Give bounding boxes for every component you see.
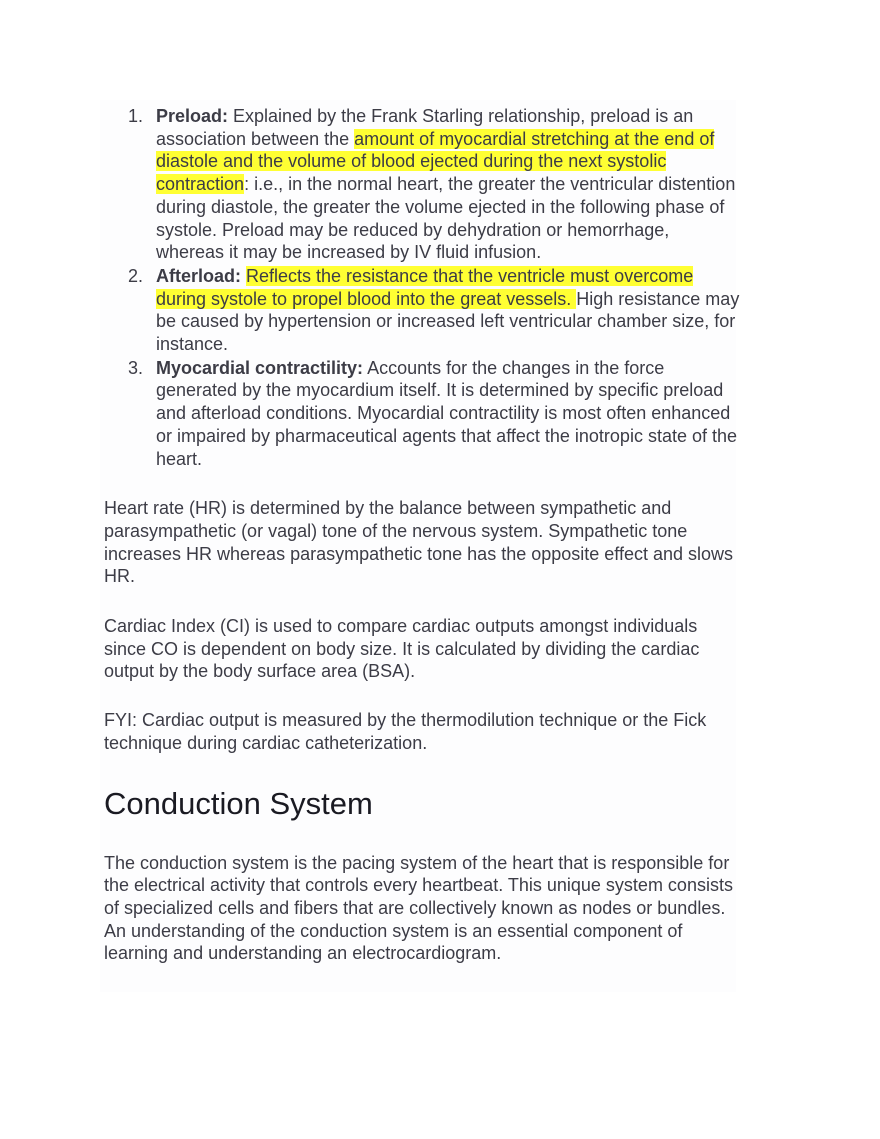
highlighted-text: Reflects the resistance that the ventricle must overcome during systole to propel blood into the great vessels. xyxy=(156,265,694,309)
list-item-preload xyxy=(104,105,740,264)
list-number: 1. xyxy=(128,106,144,126)
list-text: Accounts for the changes in the force generated by the myocardium itself. It is determined by specific preload and afterload conditions. Myocardial contractility is most often enhanced or impaired by pharmaceutical agents that affect the inotropic state of the heart. xyxy=(156,357,738,469)
conduction-paragraph: The conduction system is the pacing system of the heart that is responsible for the electrical activity that controls every heartbeat. This unique system consists of specialized cells and fibers that are collectively known as nodes or bundles. An understanding of the conduction system is an essential component of learning and understanding an electrocardiogram. xyxy=(104,852,733,964)
list-number: 2. xyxy=(128,265,144,286)
highlighted-text: amount of myocardial stretching at the end of diastole and the volume of blood ejected during the next systolic contraction xyxy=(156,128,715,195)
determinants-list xyxy=(104,105,740,470)
list-text: : i.e., in the normal heart, the greater the ventricular distention during diastole, the greater the volume ejected in the following phase of systole. Preload may be reduced by dehydration or hemorrhage, whereas it may be increased by IV fluid infusion. xyxy=(156,174,736,263)
section-heading: Conduction System xyxy=(104,785,373,821)
list-text: High resistance may be caused by hypertension or increased left ventricular chamber size, for instance. xyxy=(156,288,740,355)
heart-rate-paragraph: Heart rate (HR) is determined by the balance between sympathetic and parasympathetic (or vagal) tone of the nervous system. Sympathetic tone increases HR whereas parasympathetic tone has the opposite effect and slows HR. xyxy=(104,498,734,587)
fyi-paragraph: FYI: Cardiac output is measured by the thermodilution technique or the Fick technique during cardiac catheterization. xyxy=(104,710,707,753)
list-term: Preload: xyxy=(156,106,229,126)
list-term: Myocardial contractility: xyxy=(156,357,364,378)
list-item-contractility xyxy=(104,357,740,471)
list-item-afterload xyxy=(104,265,740,356)
list-term: Afterload: xyxy=(156,265,241,286)
cardiac-index-paragraph: Cardiac Index (CI) is used to compare cardiac outputs amongst individuals since CO is dependent on body size. It is calculated by dividing the cardiac output by the body surface area (BSA). xyxy=(104,616,700,682)
document-body xyxy=(104,105,740,965)
list-number: 3. xyxy=(128,357,144,378)
list-text: Explained by the Frank Starling relationship, preload is an association between the xyxy=(156,106,694,149)
